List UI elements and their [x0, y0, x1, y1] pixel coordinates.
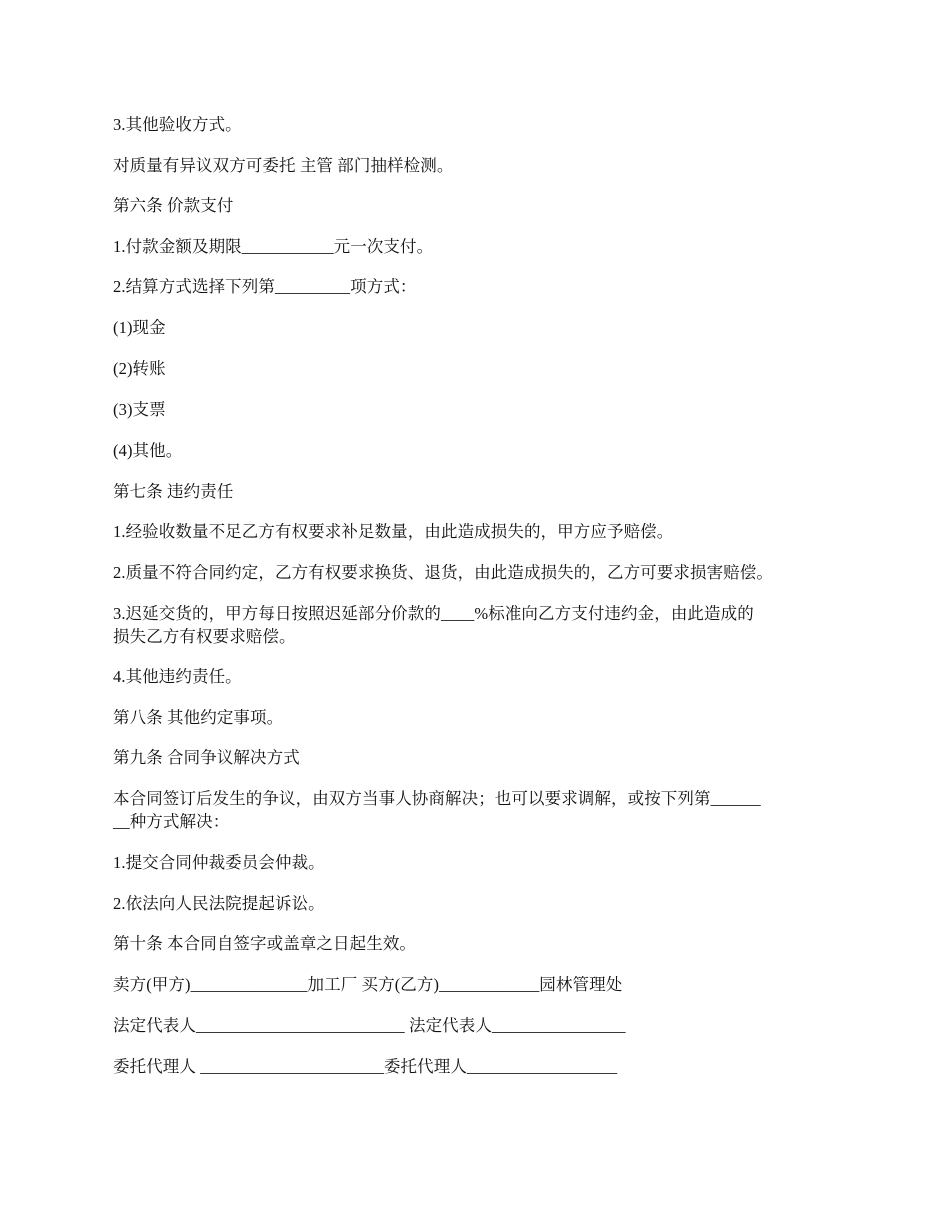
line-breach-delay: 3.迟延交货的，甲方每日按照迟延部分价款的____%标准向乙方支付违约金，由此造成的	[113, 604, 754, 623]
option-transfer: (2)转账	[113, 359, 166, 378]
signature-legal-representatives: 法定代表人_________________________ 法定代表人________________	[113, 1016, 626, 1035]
signature-agents: 委托代理人 ______________________委托代理人__________________	[113, 1057, 618, 1076]
line-breach-other: 4.其他违约责任。	[113, 667, 242, 686]
option-other: (4)其他。	[113, 441, 183, 460]
line-payment-amount: 1.付款金额及期限___________元一次支付。	[113, 237, 434, 256]
line-breach-delay-cont: 损失乙方有权要求赔偿。	[113, 627, 296, 646]
line-dispute-resolution-cont: __种方式解决：	[113, 812, 230, 831]
option-arbitration: 1.提交合同仲裁委员会仲裁。	[113, 853, 325, 872]
line-quality-inspection: 对质量有异议双方可委托 主管 部门抽样检测。	[113, 156, 454, 175]
line-settlement-method: 2.结算方式选择下列第_________项方式：	[113, 277, 417, 296]
option-litigation: 2.依法向人民法院提起诉讼。	[113, 894, 325, 913]
signature-parties: 卖方(甲方)______________加工厂 买方(乙方)____________园林管理处	[113, 975, 623, 994]
option-check: (3)支票	[113, 400, 166, 419]
article-10-heading: 第十条 本合同自签字或盖章之日起生效。	[113, 934, 417, 953]
option-cash: (1)现金	[113, 318, 166, 337]
article-9-heading: 第九条 合同争议解决方式	[113, 748, 300, 767]
line-breach-quality: 2.质量不符合同约定，乙方有权要求换货、退货，由此造成损失的，乙方可要求损害赔偿。	[113, 563, 773, 582]
article-7-heading: 第七条 违约责任	[113, 482, 234, 501]
line-acceptance-other: 3.其他验收方式。	[113, 115, 242, 134]
article-6-heading: 第六条 价款支付	[113, 196, 234, 215]
line-breach-quantity: 1.经验收数量不足乙方有权要求补足数量，由此造成损失的，甲方应予赔偿。	[113, 522, 674, 541]
article-8-heading: 第八条 其他约定事项。	[113, 708, 284, 727]
line-dispute-resolution: 本合同签订后发生的争议，由双方当事人协商解决；也可以要求调解，或按下列第______	[113, 789, 761, 808]
